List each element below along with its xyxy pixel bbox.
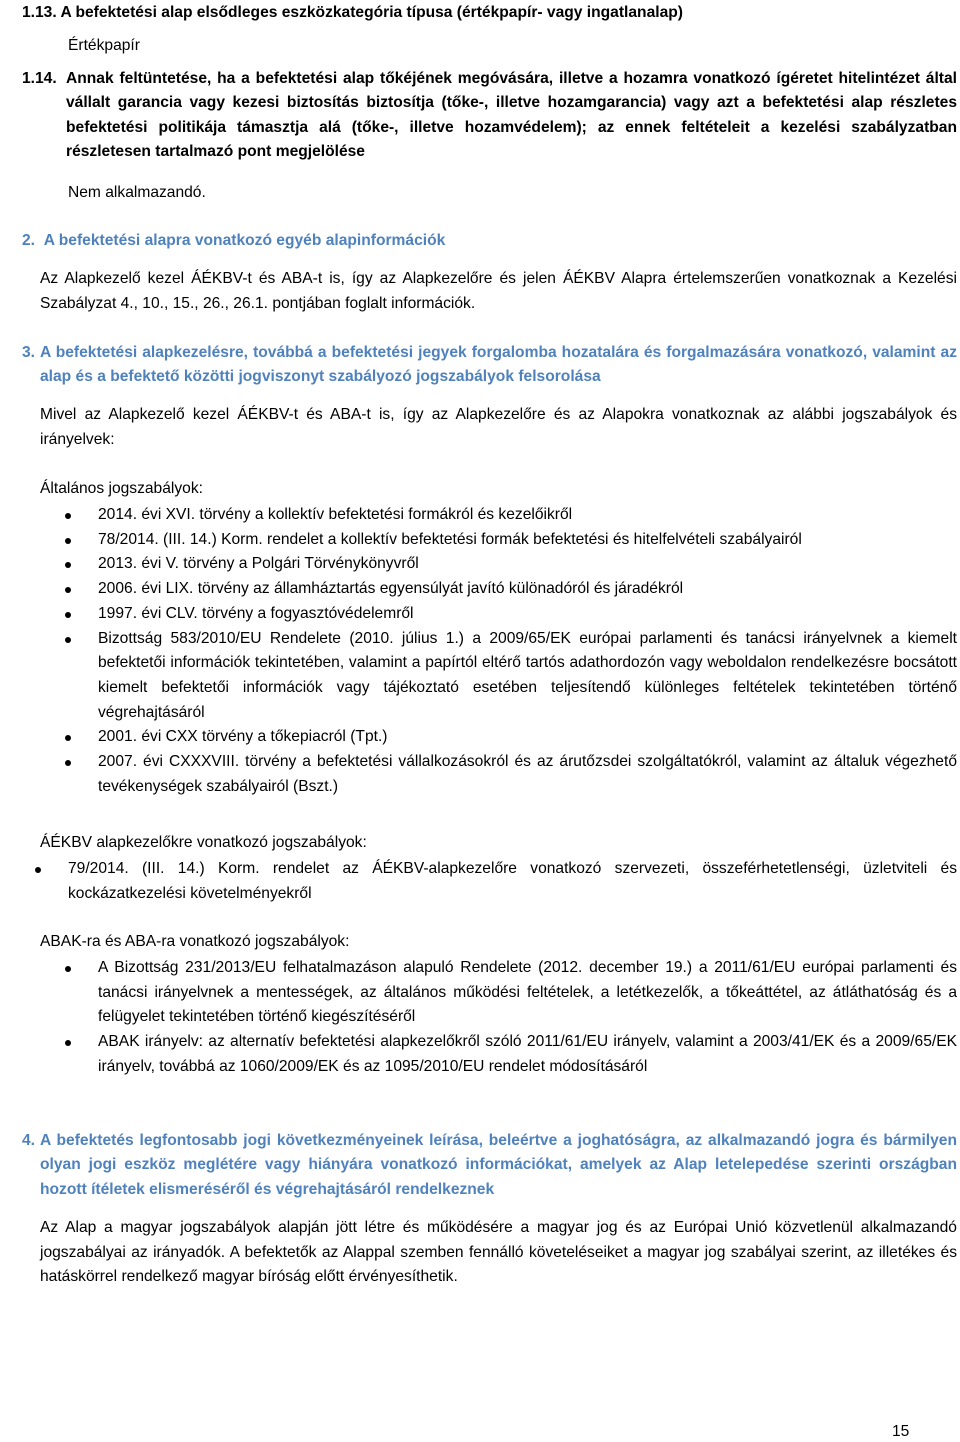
list-item [40, 725, 957, 750]
section-title: A befektetési alapra vonatkozó egyéb alapinformációk [43, 232, 446, 249]
list-item-text: 2001. évi CXX törvény a tőkepiacról (Tpt.) [98, 728, 388, 746]
list-item-text: 78/2014. (III. 14.) Korm. rendelet a kollektív befektetési formák befektetési és hitelfelvételi szabályairól [98, 530, 802, 548]
list-item-text: 2006. évi LIX. törvény az államháztartás egyensúlyát javító különadóról és járadékról [98, 580, 684, 598]
list-item-text: Bizottság 583/2010/EU Rendelete (2010. július 1.) a 2009/65/EK európai parlamenti és tanácsi irányelvnek a kiemelt befektetői információk tekintetében, valamint a papírtól eltérő tartós adathordozón vagy weboldalon rendelkezésre bocsátott kiemelt befektetői információk vagy tájékoztató esetében teljesítendő különleges feltételek tekintetében történő végrehajtásáról [98, 629, 957, 721]
bullet-icon [65, 587, 71, 593]
section-4-body: Az Alap a magyar jogszabályok alapján jött létre és működésére a magyar jog és az Európai Unió közvetlenül alkalmazandó jogszabályai az irányadók. A befektetők az Alappal szemben fennálló követeléseiket a magyar jog szabályai szerint, az illetékes és hatáskörrel rendelkező magyar bíróság előtt érvényesíthetik. [40, 1219, 957, 1286]
ucits-laws-list [10, 857, 957, 906]
section-number: 4. [22, 1132, 36, 1149]
section-2-heading [22, 229, 957, 253]
list-item [40, 528, 957, 553]
bullet-icon [65, 612, 71, 618]
section-2-body: Az Alapkezelő kezel ÁÉKBV-t és ABA-t is, így az Alapkezelőre és jelen ÁÉKBV Alapra értelemszerűen vonatkoznak a Kezelési Szabályzat 4., 10., 15., 26., 26.1. pontjában foglalt információk. [40, 270, 957, 312]
section-1-13-answer: Értékpapír [68, 37, 140, 54]
section-title: A befektetési alap elsődleges eszközkategória típusa (értékpapír- vagy ingatlanalap) [60, 4, 683, 21]
bullet-icon [65, 966, 71, 972]
list-item [40, 750, 957, 799]
list-item-text: 2013. évi V. törvény a Polgári Törvénykönyvről [98, 555, 419, 573]
general-laws-list [40, 503, 957, 799]
section-number: 2. [22, 232, 36, 249]
list-item [40, 503, 957, 528]
section-1-14-heading [22, 67, 957, 164]
section-title: A befektetés legfontosabb jogi következményeinek leírása, beleértve a joghatóságra, az alkalmazandó jogra és bármilyen olyan jogi eszköz meglétére vagy hiányára vonatkozó információkat, amelyek az Alap letelepedése szerinti országban hozott ítéletek elismeréséről és végrehajtásáról rendelkeznek [40, 1132, 957, 1198]
section-4-heading [22, 1129, 957, 1202]
section-1-14-answer: Nem alkalmazandó. [68, 184, 206, 201]
list-item-text: 2014. évi XVI. törvény a kollektív befektetési formákról és kezelőikről [98, 506, 573, 523]
section-number: 3. [22, 344, 36, 361]
bullet-icon [65, 538, 71, 544]
list-item [40, 1030, 957, 1079]
list-item [10, 857, 957, 906]
bullet-icon [35, 867, 41, 873]
list-item-text: 2007. évi CXXXVIII. törvény a befektetési vállalkozásokról és az árutőzsdei szolgáltatókról, valamint az általuk végezhető tevékenységek szabályairól (Bszt.) [98, 753, 957, 795]
general-laws-heading: Általános jogszabályok: [40, 480, 203, 497]
ucits-laws-heading: ÁÉKBV alapkezelőkre vonatkozó jogszabályok: [40, 834, 367, 851]
bullet-icon [65, 562, 71, 568]
bullet-icon [65, 1040, 71, 1046]
section-number: 1.13. [22, 4, 57, 21]
list-item [40, 577, 957, 602]
list-item-text: A Bizottság 231/2013/EU felhatalmazáson alapuló Rendelete (2012. december 19.) a 2011/61/EU európai parlamenti és tanácsi irányelvnek a mentességek, az általános működési feltételek, a letétkezelők, a tőkeáttétel, az átláthatóság és a felügyelet tekintetében történő kiegészítéséről [98, 959, 957, 1026]
list-item [40, 956, 957, 1030]
aif-laws-heading: ABAK-ra és ABA-ra vonatkozó jogszabályok: [40, 933, 350, 950]
list-item-text: 79/2014. (III. 14.) Korm. rendelet az ÁÉKBV-alapkezelőre vonatkozó szervezeti, összeférhetetlenségi, üzletviteli és kockázatkezelési követelményekről [68, 860, 957, 902]
bullet-icon [65, 735, 71, 741]
bullet-icon [65, 513, 71, 519]
list-item [40, 627, 957, 726]
aif-laws-list [40, 956, 957, 1080]
section-title: A befektetési alapkezelésre, továbbá a befektetési jegyek forgalomba hozatalára és forgalmazására vonatkozó, valamint az alap és a befektető közötti jogviszonyt szabályozó jogszabályok felsorolása [40, 344, 957, 386]
bullet-icon [65, 637, 71, 643]
list-item [40, 552, 957, 577]
bullet-icon [65, 760, 71, 766]
list-item [40, 602, 957, 627]
page-number: 15 [892, 1423, 910, 1440]
list-item-text: ABAK irányelv: az alternatív befektetési alapkezelőkről szóló 2011/61/EU irányelv, valamint a 2003/41/EK és a 2009/65/EK irányelv, továbbá az 1060/2009/EK és az 1095/2010/EU rendelet módosításáról [98, 1033, 957, 1075]
section-number: 1.14. [22, 70, 57, 87]
section-3-intro: Mivel az Alapkezelő kezel ÁÉKBV-t és ABA-t is, így az Alapkezelőre és az Alapokra vonatkoznak az alábbi jogszabályok és irányelvek: [40, 406, 957, 448]
section-title: Annak feltüntetése, ha a befektetési alap tőkéjének megóvására, illetve a hozamra vonatkozó ígéretet hitelintézet által vállalt garancia vagy kezesi biztosítás biztosítja (tőke-, illetve hozamgarancia) vagy azt a befektetési alap részletes befektetési politikája támasztja alá (tőke-, illetve hozamvédelem); az ennek feltételeit a kezelési szabályzatban részletesen tartalmazó pont megjelölése [66, 70, 957, 160]
list-item-text: 1997. évi CLV. törvény a fogyasztóvédelemről [98, 604, 414, 622]
section-1-13-heading [22, 1, 947, 25]
section-3-heading [22, 341, 957, 390]
